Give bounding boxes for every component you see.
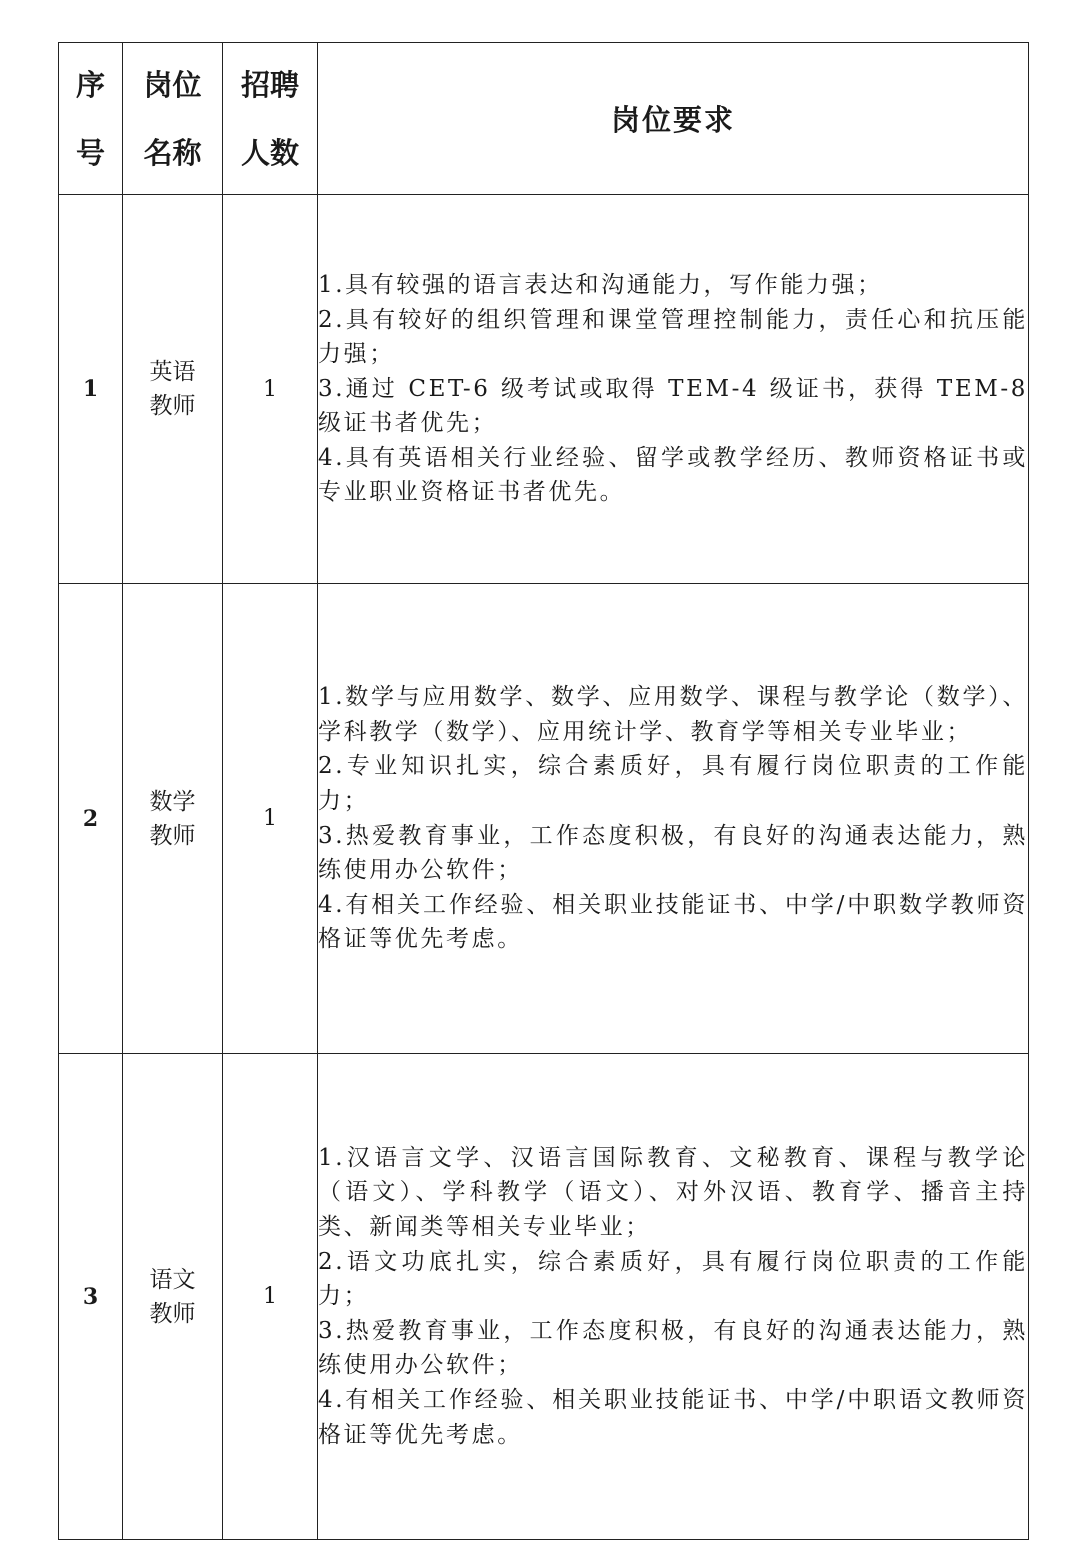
requirement-item: 2.具有较好的组织管理和课堂管理控制能力，责任心和抗压能力强；	[318, 306, 1028, 368]
header-position-name-line: 名称	[143, 135, 202, 170]
recruitment-table	[58, 42, 1029, 1540]
position-name-line: 教师	[149, 822, 196, 849]
row-requirements	[318, 584, 1029, 1054]
row-headcount: 1	[223, 584, 318, 1054]
table-row	[59, 195, 1029, 584]
requirement-item: 3.热爱教育事业，工作态度积极，有良好的沟通表达能力，熟练使用办公软件；	[318, 822, 1028, 884]
position-name-line: 语文	[149, 1266, 196, 1293]
row-no: 2	[59, 584, 123, 1054]
header-requirements: 岗位要求	[318, 43, 1029, 195]
header-headcount	[223, 43, 318, 195]
header-position-name	[123, 43, 223, 195]
row-position-name	[123, 584, 223, 1054]
requirement-item: 2.专业知识扎实，综合素质好，具有履行岗位职责的工作能力；	[318, 753, 1028, 814]
position-name-line: 教师	[149, 1300, 196, 1327]
requirement-item: 4.具有英语相关行业经验、留学或教学经历、教师资格证书或专业职业资格证书者优先。	[318, 444, 1028, 506]
table-row	[59, 584, 1029, 1054]
requirement-item: 3.通过 CET-6 级考试或取得 TEM-4 级证书，获得 TEM-8 级证书者优先；	[318, 375, 1028, 437]
requirement-item: 1.具有较强的语言表达和沟通能力，写作能力强；	[318, 271, 883, 298]
row-headcount: 1	[223, 195, 318, 584]
header-no	[59, 43, 123, 195]
header-headcount-line: 招聘	[240, 67, 299, 102]
requirement-item: 2.语文功底扎实，综合素质好，具有履行岗位职责的工作能力；	[318, 1248, 1028, 1310]
row-no: 3	[59, 1054, 123, 1540]
row-requirements	[318, 1054, 1029, 1540]
position-name-line: 教师	[149, 393, 196, 419]
requirement-item: 3.热爱教育事业，工作态度积极，有良好的沟通表达能力，熟练使用办公软件；	[318, 1317, 1028, 1379]
row-requirements	[318, 195, 1029, 584]
requirement-item: 4.有相关工作经验、相关职业技能证书、中学/中职语文教师资格证等优先考虑。	[318, 1386, 1028, 1448]
row-position-name	[123, 195, 223, 584]
position-name-line: 英语	[149, 359, 196, 385]
requirement-item: 1.数学与应用数学、数学、应用数学、课程与教学论（数学）、学科教学（数学）、应用统计学、教育学等相关专业毕业；	[318, 684, 1028, 745]
header-no-line: 序	[75, 67, 105, 102]
row-headcount: 1	[223, 1054, 318, 1540]
requirement-item: 1.汉语言文学、汉语言国际教育、文秘教育、课程与教学论（语文）、学科教学（语文）、对外汉语、教育学、播音主持类、新闻类等相关专业毕业；	[318, 1144, 1028, 1241]
row-position-name	[123, 1054, 223, 1540]
table-row	[59, 1054, 1029, 1540]
header-headcount-line: 人数	[240, 135, 299, 170]
requirement-item: 4.有相关工作经验、相关职业技能证书、中学/中职数学教师资格证等优先考虑。	[318, 891, 1028, 953]
position-name-line: 数学	[149, 788, 196, 815]
row-no: 1	[59, 195, 123, 584]
table-header-row	[59, 43, 1029, 195]
header-position-name-line: 岗位	[143, 67, 202, 102]
header-no-line: 号	[75, 135, 105, 170]
